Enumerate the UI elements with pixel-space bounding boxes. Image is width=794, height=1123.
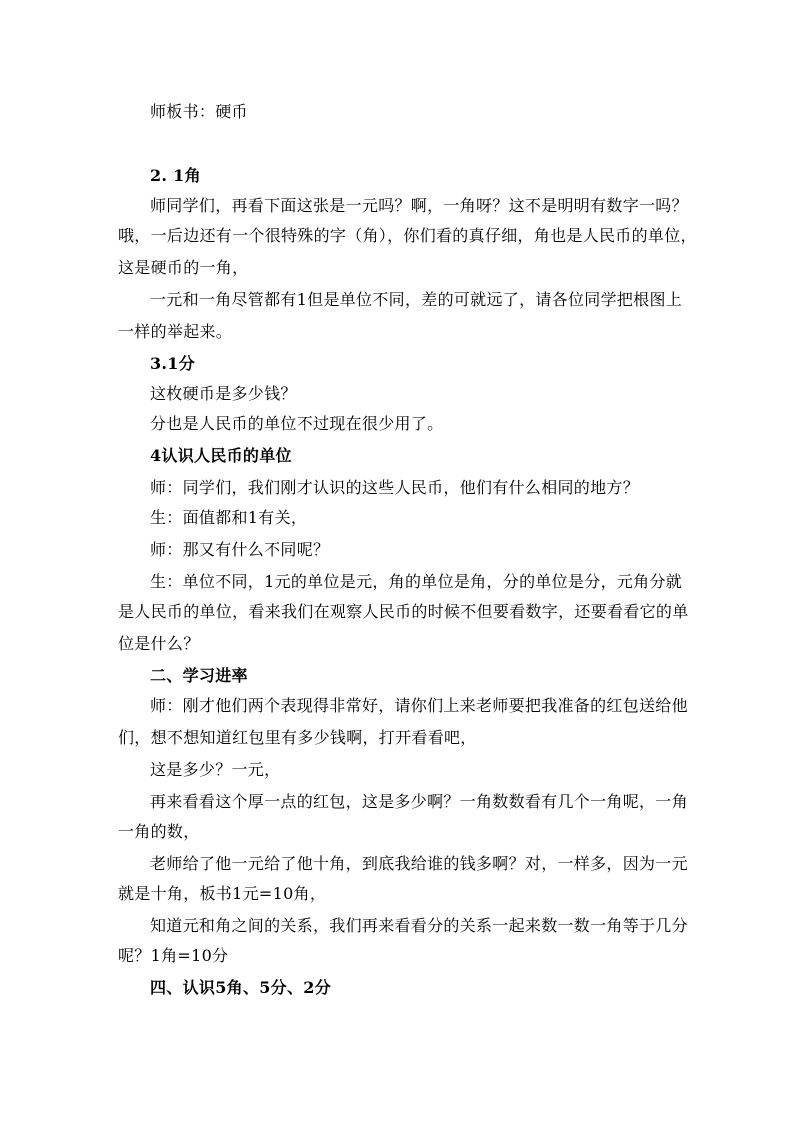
paragraph-line: 生：单位不同，1元的单位是元，角的单位是角，分的单位是分，元角分就 bbox=[150, 572, 683, 591]
paragraph-line: 再来看看这个厚一点的红包，这是多少啊？一角数数看有几个一角呢，一角 bbox=[150, 792, 688, 811]
paragraph-line: 这是硬币的一角， bbox=[118, 258, 249, 277]
paragraph-line: 师：刚才他们两个表现得非常好，请你们上来老师要把我准备的红包送给他 bbox=[150, 696, 688, 715]
section-heading-new-coins: 四、认识5角、5分、2分 bbox=[150, 978, 331, 997]
board-note-coin: 师板书：硬币 bbox=[150, 102, 248, 121]
paragraph-line: 一元和一角尽管都有1但是单位不同，差的可就远了，请各位同学把根图上 bbox=[150, 290, 683, 309]
paragraph-line: 是人民币的单位，看来我们在观察人民币的时候不但要看数字，还要看看它的单 bbox=[118, 602, 689, 621]
paragraph-line: 师同学们，再看下面这张是一元吗？啊，一角呀？这不是明明有数字一吗？ bbox=[150, 196, 688, 215]
paragraph-line: 这是多少？一元， bbox=[150, 760, 281, 779]
section-heading-1-jiao: 2. 1角 bbox=[150, 166, 201, 185]
section-heading-1-fen: 3.1分 bbox=[150, 354, 196, 373]
section-heading-units: 4认识人民币的单位 bbox=[150, 446, 292, 465]
paragraph-line: 师：同学们，我们刚才认识的这些人民币，他们有什么相同的地方？ bbox=[150, 478, 640, 497]
paragraph-line: 老师给了他一元给了他十角，到底我给谁的钱多啊？对，一样多，因为一元 bbox=[150, 854, 688, 873]
paragraph-line: 知道元和角之间的关系，我们再来看看分的关系一起来数一数一角等于几分 bbox=[150, 916, 688, 935]
paragraph-line: 生：面值都和1有关， bbox=[150, 508, 308, 527]
paragraph-line: 一样的举起来。 bbox=[118, 322, 233, 341]
paragraph-line: 分也是人民币的单位不过现在很少用了。 bbox=[150, 414, 444, 433]
paragraph-line: 呢？1角=10分 bbox=[118, 946, 229, 965]
paragraph-line: 师：那又有什么不同呢？ bbox=[150, 540, 330, 559]
paragraph-line: 位是什么？ bbox=[118, 634, 200, 653]
paragraph-line: 这枚硬币是多少钱？ bbox=[150, 384, 297, 403]
paragraph-line: 就是十角，板书1元=10角， bbox=[118, 884, 327, 903]
paragraph-line: 们，想不想知道红包里有多少钱啊，打开看看吧， bbox=[118, 728, 477, 747]
paragraph-line: 一角的数， bbox=[118, 822, 200, 841]
paragraph-line: 哦，一后边还有一个很特殊的字（角），你们看的真仔细，角也是人民币的单位， bbox=[118, 226, 697, 245]
section-heading-conversion: 二、学习进率 bbox=[150, 666, 248, 685]
